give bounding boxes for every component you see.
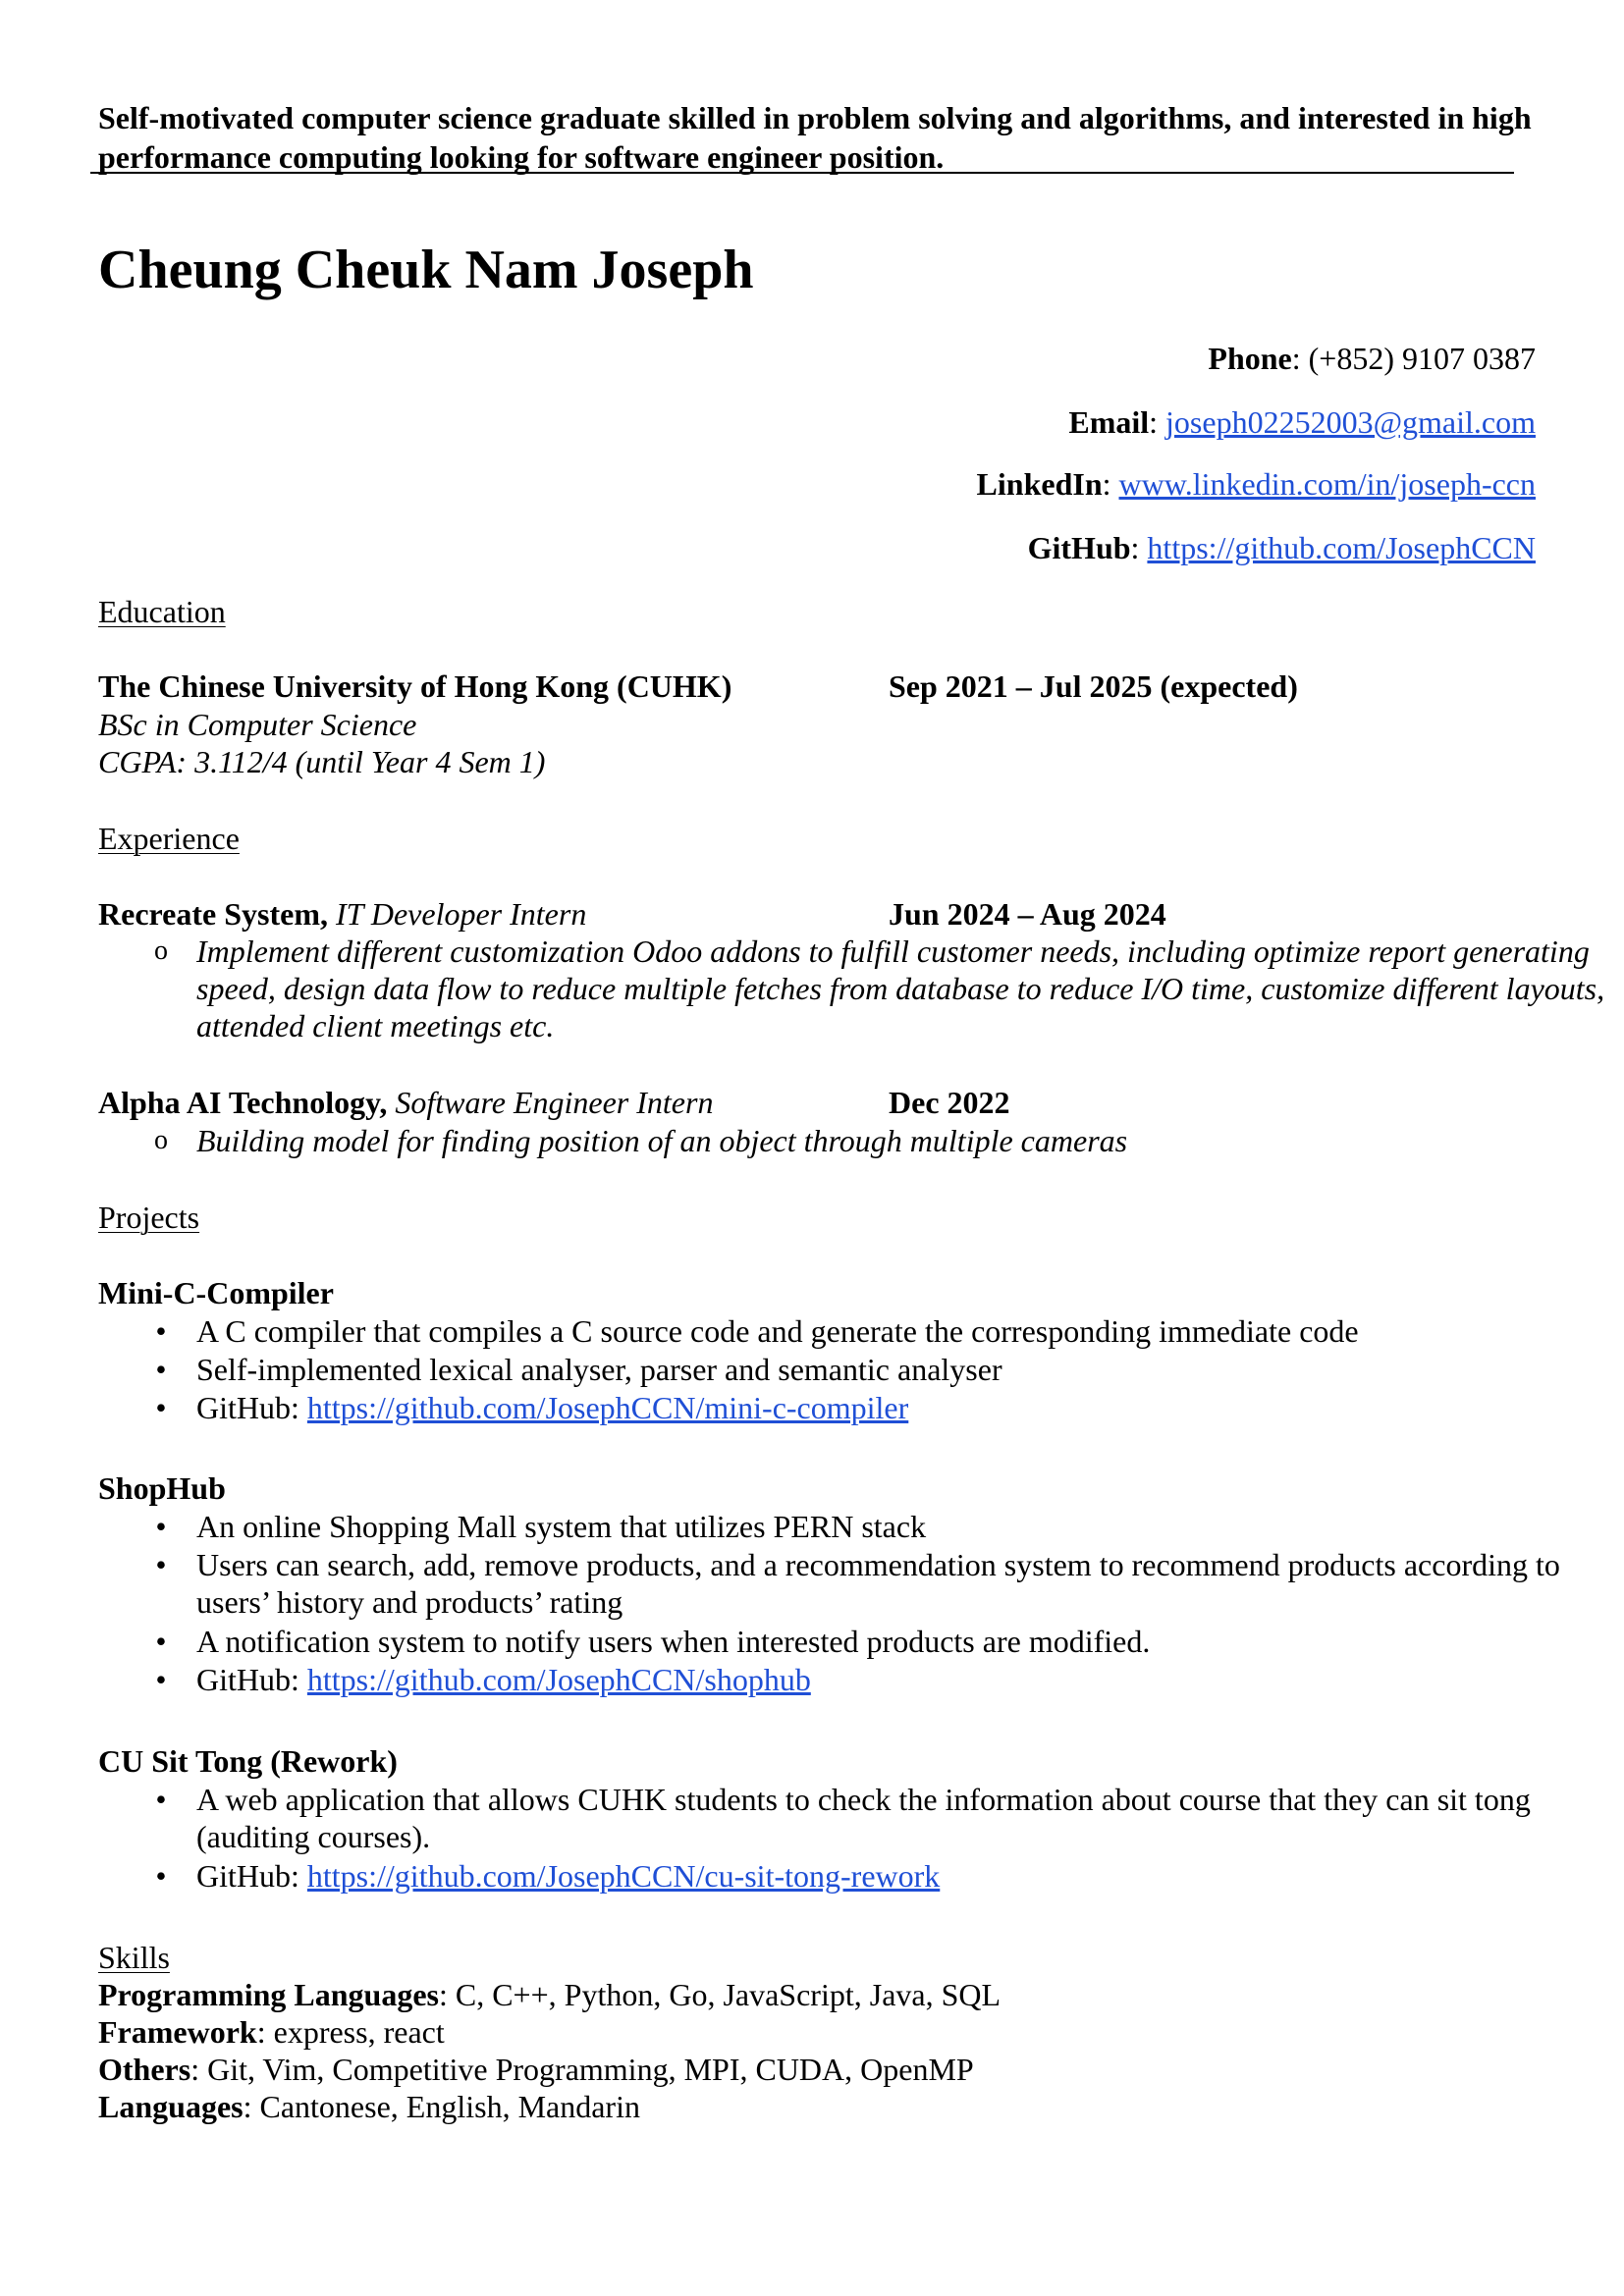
job-bullet-text: Implement different customization Odoo addons to fulfill customer needs, including optimize report generating speed, design data flow to reduce multiple fetches from database to reduce I/O time, customize different layouts, attended client meetings etc. [196,934,1605,1043]
github-label: GitHub [1027,530,1131,565]
job-dates: Jun 2024 – Aug 2024 [889,896,1166,932]
bullet-dot-icon: • [155,1313,167,1349]
bullet-dot-icon: • [155,1509,167,1544]
project-title: CU Sit Tong (Rework) [98,1743,398,1779]
job-dates: Dec 2022 [889,1085,1010,1120]
bullet-dot-icon: • [155,1624,167,1659]
circle-bullet-icon: o [154,1125,168,1155]
contact-github [1028,528,1536,567]
education-cgpa: CGPA: 3.112/4 (until Year 4 Sem 1) [98,744,546,779]
phone-colon: : [1291,341,1309,376]
summary-text: Self-motivated computer science graduate skilled in problem solving and algorithms, and interested in high performance computing looking for software engineer position. [98,100,1532,175]
job-header [98,895,586,933]
linkedin-colon: : [1102,466,1119,502]
skill-row [98,2088,640,2125]
bullet-dot-icon: • [155,1662,167,1697]
section-heading-education: Education [98,594,226,629]
project-github-link[interactable]: https://github.com/JosephCCN/shophub [306,1662,811,1697]
job-company: Alpha AI Technology, [98,1085,388,1120]
section-heading-skills: Skills [98,1940,170,1975]
job-role: IT Developer Intern [335,896,587,932]
project-github-line [196,1857,1624,1895]
project-bullet-text: A C compiler that compiles a C source code and generate the corresponding immediate code [196,1313,1359,1349]
contact-linkedin [977,464,1536,504]
project-github-label: GitHub: [196,1858,299,1894]
job-header [98,1084,713,1121]
project-github-link[interactable]: https://github.com/JosephCCN/mini-c-compiler [306,1390,909,1425]
project-github-label: GitHub: [196,1662,299,1697]
project-github-line [196,1389,1624,1426]
email-label: Email [1068,404,1150,440]
job-bullet [98,933,1605,1050]
education-dates: Sep 2021 – Jul 2025 (expected) [889,668,1298,704]
circle-bullet-icon: o [154,935,168,966]
project-bullet-text: A web application that allows CUHK students to check the information about course that they can sit tong (auditing courses). [196,1782,1531,1854]
phone-value: (+852) 9107 0387 [1308,341,1536,376]
section-heading-experience: Experience [98,821,240,856]
skill-value: : C, C++, Python, Go, JavaScript, Java, SQL [438,1977,1001,2012]
section-heading-projects: Projects [98,1200,200,1235]
project-bullet-text: A notification system to notify users when interested products are modified. [196,1624,1151,1659]
skill-value: : express, react [256,2014,445,2050]
github-colon: : [1130,530,1148,565]
linkedin-link[interactable]: www.linkedin.com/in/joseph-ccn [1118,466,1536,502]
project-github-line [196,1661,1624,1698]
phone-label: Phone [1208,341,1292,376]
project-title: ShopHub [98,1470,226,1506]
job-company: Recreate System, [98,896,328,932]
skill-value: : Cantonese, English, Mandarin [243,2089,640,2124]
skill-label: Programming Languages [98,1977,439,2012]
email-colon: : [1149,404,1166,440]
skill-value: : Git, Vim, Competitive Programming, MPI, CUDA, OpenMP [190,2052,974,2087]
github-link[interactable]: https://github.com/JosephCCN [1147,530,1536,565]
bullet-dot-icon: • [155,1390,167,1425]
bullet-dot-icon: • [155,1782,167,1817]
skill-label: Framework [98,2014,257,2050]
linkedin-label: LinkedIn [976,466,1103,502]
project-bullet-text: Users can search, add, remove products, and a recommendation system to recommend products according to users’ history and products’ rating [196,1547,1560,1620]
contact-email [1068,402,1536,442]
bullet-dot-icon: • [155,1858,167,1894]
project-github-label: GitHub: [196,1390,299,1425]
skill-row [98,1976,1001,2013]
skill-row [98,2013,445,2051]
education-school: The Chinese University of Hong Kong (CUHK) [98,668,732,704]
skill-label: Languages [98,2089,244,2124]
skill-row [98,2051,974,2088]
email-link[interactable]: joseph02252003@gmail.com [1165,404,1536,440]
project-github-link[interactable]: https://github.com/JosephCCN/cu-sit-tong-rework [306,1858,941,1894]
bullet-dot-icon: • [155,1352,167,1387]
project-title: Mini-C-Compiler [98,1275,334,1310]
job-bullet-text: Building model for finding position of an object through multiple cameras [196,1123,1128,1158]
project-bullet-text: Self-implemented lexical analyser, parser and semantic analyser [196,1352,1002,1387]
project-bullet-text: An online Shopping Mall system that utilizes PERN stack [196,1509,927,1544]
contact-phone [1208,339,1536,378]
bullet-dot-icon: • [155,1547,167,1582]
candidate-name: Cheung Cheuk Nam Joseph [98,240,754,300]
job-role: Software Engineer Intern [395,1085,714,1120]
skill-label: Others [98,2052,191,2087]
education-degree: BSc in Computer Science [98,707,417,742]
job-bullet [98,1122,1551,1161]
summary-divider [90,172,1514,174]
